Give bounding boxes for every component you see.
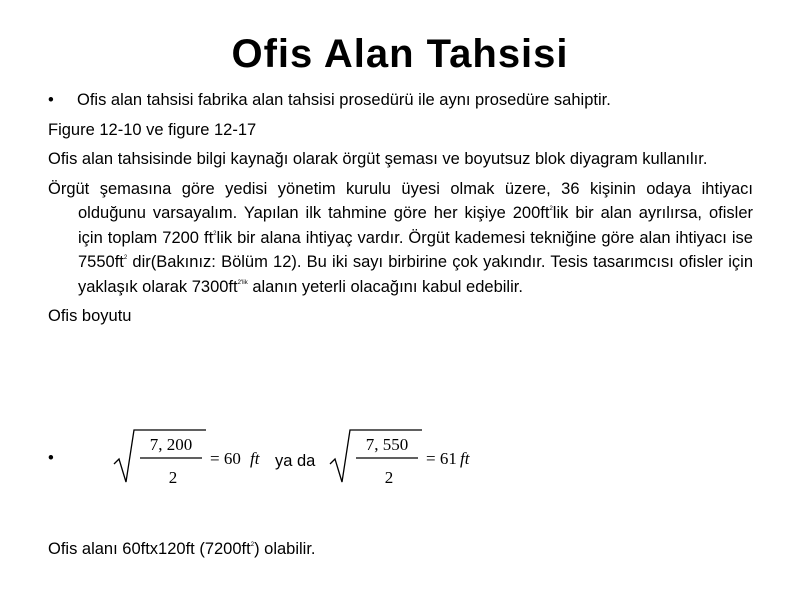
calc-text-c: lik bir alana ihtiyaç vardır. Örgüt kademesi tekniğine göre alan ihtiyacı ise 7550ft xyxy=(78,228,753,271)
f1-denominator: 2 xyxy=(168,468,178,487)
calc-sup-4: 2'lik xyxy=(237,279,248,286)
slide-body xyxy=(48,88,753,329)
final-statement xyxy=(48,540,316,559)
calc-sup-3: 2 xyxy=(123,255,128,261)
formula-bullet-icon: • xyxy=(48,449,54,467)
final-text-b: ) olabilir. xyxy=(254,540,316,558)
office-size-heading xyxy=(48,304,753,329)
ya-da-connector: ya da xyxy=(275,452,316,470)
figure-reference-text: Figure 12-10 ve figure 12-17 xyxy=(48,120,257,139)
f1-unit: ft xyxy=(250,449,260,468)
info-source-text: Ofis alan tahsisinde bilgi kaynağı olarak örgüt şeması ve boyutsuz blok diyagram kullanılır. xyxy=(48,150,708,168)
f1-result: = 60 xyxy=(210,449,241,468)
f2-result: = 61 xyxy=(426,449,457,468)
bullet-item-procedure xyxy=(48,88,753,113)
procedure-text: Ofis alan tahsisi fabrika alan tahsisi prosedürü ile aynı prosedüre sahiptir. xyxy=(77,91,611,109)
calc-text-a: Örgüt şemasına göre yedisi yönetim kurulu üyesi olmak üzere, 36 kişinin odaya ihtiyacı olduğunu varsayalım. Yapılan ilk tahmine göre her kişiye 200ft xyxy=(48,179,753,222)
calc-sup-1: 2 xyxy=(549,206,553,212)
f1-numerator: 7, 200 xyxy=(149,435,193,454)
f2-numerator: 7, 550 xyxy=(365,435,409,454)
final-text-a: Ofis alanı 60ftx120ft (7200ft xyxy=(48,540,251,558)
calc-text-e: alanın yeterli olacağını kabul edebilir. xyxy=(247,277,523,296)
bullet-icon: • xyxy=(48,91,54,109)
formula-row xyxy=(48,422,468,492)
page-title: Ofis Alan Tahsisi xyxy=(231,32,569,76)
calc-text-b: lik bir alan ayrılırsa, ofisler için toplam 7200 ft xyxy=(78,204,753,247)
f2-unit: ft xyxy=(460,449,470,468)
f2-denominator: 2 xyxy=(384,468,394,487)
formula-graphic xyxy=(78,422,478,492)
final-sup: 2 xyxy=(250,542,255,548)
figure-reference xyxy=(48,118,753,143)
calculation-paragraph xyxy=(48,177,753,300)
info-source-paragraph xyxy=(48,147,753,172)
calc-text-d: dir(Bakınız: Bölüm 12). Bu iki sayı birbirine çok yakındır. Tesis tasarımcısı ofisler için yaklaşık olarak 7300ft xyxy=(78,253,753,296)
office-size-text: Ofis boyutu xyxy=(48,307,132,325)
calc-sup-2: 2 xyxy=(213,230,217,237)
